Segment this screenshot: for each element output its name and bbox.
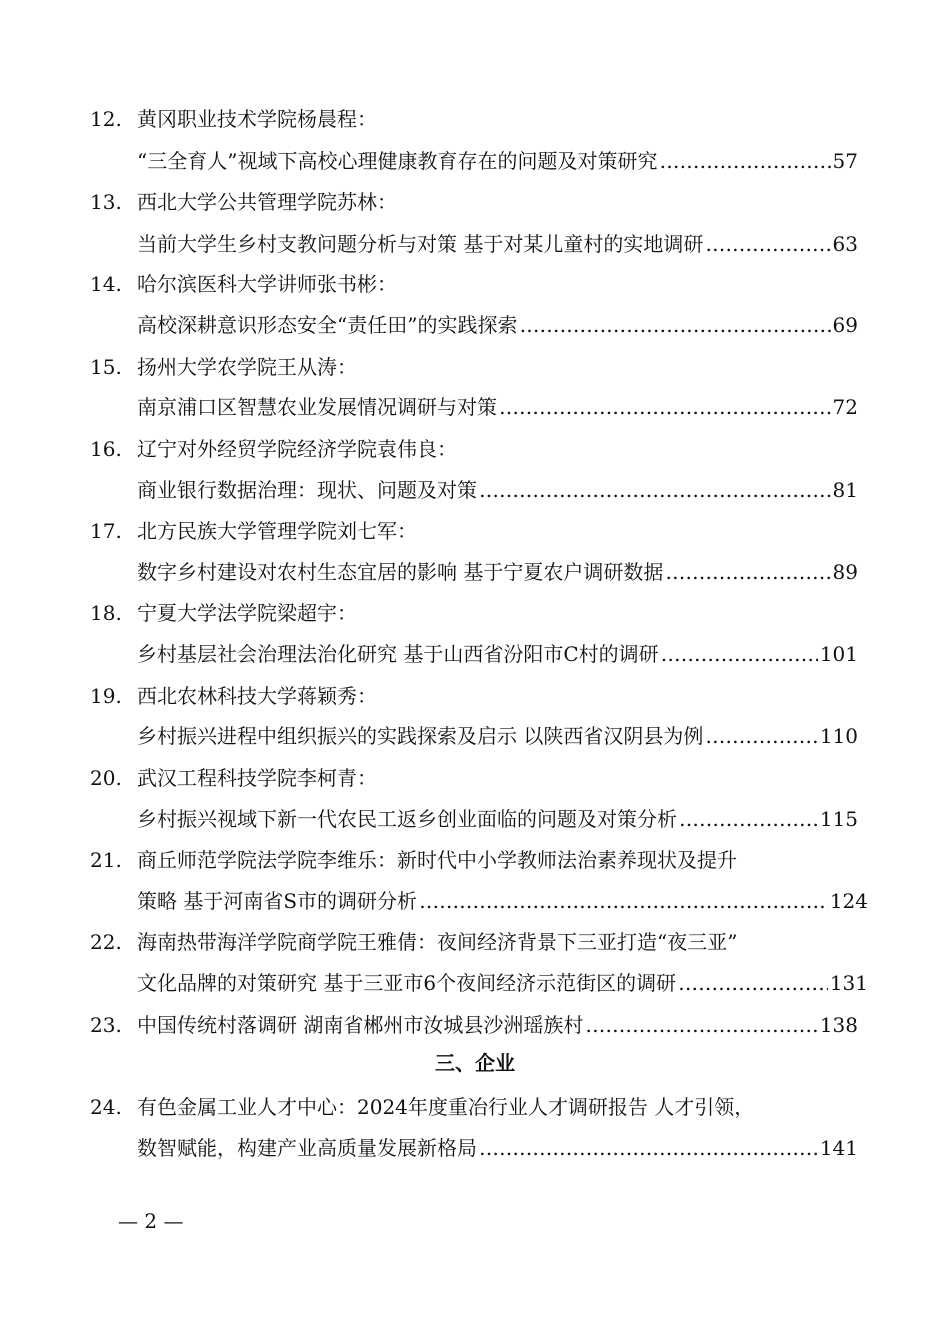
entry-number: 24. [90, 1095, 122, 1119]
entry-title: 乡村振兴进程中组织振兴的实践探索及启示 以陕西省汉阴县为例 [137, 724, 704, 748]
entry-detail [137, 309, 858, 341]
toc-entry-20-detail[interactable] [0, 803, 950, 835]
entry-detail [137, 1132, 858, 1164]
page-number-footer: — 2 — [118, 1209, 184, 1233]
entry-title: 高校深耕意识形态安全“责任田”的实践探索 [137, 313, 518, 337]
entry-title: 数字乡村建设对农村生态宜居的影响 基于宁夏农户调研数据 [137, 560, 664, 584]
entry-page: 81 [832, 478, 858, 502]
toc-entry-23[interactable] [0, 1009, 950, 1041]
toc-entry-18-head [0, 597, 950, 629]
entry-page: 69 [832, 313, 858, 337]
entry-detail [137, 803, 858, 835]
toc-entry-15-detail[interactable] [0, 391, 950, 423]
entry-title: 商业银行数据治理：现状、问题及对策 [137, 478, 477, 502]
entry-author: 海南热带海洋学院商学院王雅倩：夜间经济背景下三亚打造“夜三亚” [137, 930, 738, 954]
toc-entry-15-head [0, 351, 950, 383]
toc-entry-22-detail[interactable] [0, 967, 950, 999]
toc-entry-12-detail[interactable] [0, 145, 950, 177]
leader-dots [705, 720, 817, 752]
entry-title: 乡村振兴视域下新一代农民工返乡创业面临的问题及对策分析 [137, 807, 677, 831]
leader-dots [419, 885, 828, 917]
section-heading: 三、企业 [435, 1051, 515, 1075]
leader-dots [479, 1132, 818, 1164]
entry-page: 72 [832, 395, 858, 419]
entry-title: 当前大学生乡村支教问题分析与对策 基于对某儿童村的实地调研 [137, 232, 704, 256]
toc-entry-16-head [0, 433, 950, 465]
entry-number: 16. [90, 437, 122, 461]
leader-dots [659, 145, 830, 177]
toc-entry-13-head [0, 186, 950, 218]
entry-author: 西北大学公共管理学院苏林： [137, 190, 397, 214]
entry-page: 57 [832, 149, 858, 173]
entry-author: 扬州大学农学院王从涛： [137, 355, 357, 379]
entry-page: 110 [819, 724, 858, 748]
leader-dots [678, 967, 828, 999]
entry-title: 策略 基于河南省S市的调研分析 [137, 889, 418, 913]
entry-detail [137, 228, 858, 260]
toc-entry-24-head [0, 1091, 950, 1123]
toc-entry-19-head [0, 680, 950, 712]
entry-title: 中国传统村落调研 湖南省郴州市汝城县沙洲瑶族村 [137, 1013, 584, 1037]
toc-entry-17-head [0, 515, 950, 547]
entry-title: “三全育人”视域下高校心理健康教育存在的问题及对策研究 [137, 149, 658, 173]
entry-detail [137, 391, 858, 423]
entry-number: 17. [90, 519, 122, 543]
entry-page: 138 [819, 1013, 858, 1037]
entry-author: 黄冈职业技术学院杨晨程： [137, 107, 377, 131]
entry-title: 乡村基层社会治理法治化研究 基于山西省汾阳市C村的调研 [137, 642, 659, 666]
toc-entry-21-head [0, 844, 950, 876]
toc-entry-19-detail[interactable] [0, 720, 950, 752]
leader-dots [519, 309, 830, 341]
toc-entry-22-head [0, 926, 950, 958]
entry-detail [137, 474, 858, 506]
entry-author: 有色金属工业人才中心：2024年度重冶行业人才调研报告 人才引领， [137, 1095, 755, 1119]
entry-detail [137, 720, 858, 752]
toc-entry-21-detail[interactable] [0, 885, 950, 917]
entry-detail [137, 1009, 858, 1041]
entry-author: 辽宁对外经贸学院经济学院袁伟良： [137, 437, 457, 461]
entry-detail [137, 638, 858, 670]
toc-entry-17-detail[interactable] [0, 556, 950, 588]
leader-dots [665, 556, 830, 588]
entry-number: 23. [90, 1013, 122, 1037]
entry-page: 63 [832, 232, 858, 256]
entry-number: 18. [90, 601, 122, 625]
leader-dots [479, 474, 831, 506]
entry-number: 14. [90, 272, 122, 296]
entry-page: 141 [819, 1136, 858, 1160]
entry-title: 文化品牌的对策研究 基于三亚市6个夜间经济示范街区的调研 [137, 971, 677, 995]
entry-number: 15. [90, 355, 122, 379]
entry-author: 宁夏大学法学院梁超宇： [137, 601, 357, 625]
entry-detail [137, 556, 858, 588]
entry-number: 13. [90, 190, 122, 214]
toc-entry-24-detail[interactable] [0, 1132, 950, 1164]
leader-dots [679, 803, 818, 835]
entry-author: 北方民族大学管理学院刘七军： [137, 519, 417, 543]
entry-title: 南京浦口区智慧农业发展情况调研与对策 [137, 395, 497, 419]
toc-entry-20-head [0, 762, 950, 794]
toc-entry-13-detail[interactable] [0, 228, 950, 260]
entry-detail [137, 885, 868, 917]
entry-number: 20. [90, 766, 122, 790]
entry-number: 21. [90, 848, 122, 872]
entry-page: 101 [819, 642, 858, 666]
entry-author: 武汉工程科技学院李柯青： [137, 766, 377, 790]
entry-author: 西北农林科技大学蒋颖秀： [137, 684, 377, 708]
entry-detail [137, 967, 868, 999]
entry-author: 商丘师范学院法学院李维乐：新时代中小学教师法治素养现状及提升 [137, 848, 737, 872]
toc-entry-16-detail[interactable] [0, 474, 950, 506]
entry-page: 131 [829, 971, 868, 995]
entry-page: 89 [832, 560, 858, 584]
toc-entry-18-detail[interactable] [0, 638, 950, 670]
entry-author: 哈尔滨医科大学讲师张书彬： [137, 272, 397, 296]
leader-dots [661, 638, 818, 670]
toc-entry-14-head [0, 268, 950, 300]
entry-page: 115 [819, 807, 858, 831]
entry-title: 数智赋能，构建产业高质量发展新格局 [137, 1136, 477, 1160]
entry-number: 19. [90, 684, 122, 708]
toc-entry-12-head [0, 103, 950, 135]
leader-dots [705, 228, 830, 260]
leader-dots [499, 391, 831, 423]
entry-page: 124 [829, 889, 868, 913]
leader-dots [585, 1009, 817, 1041]
toc-entry-14-detail[interactable] [0, 309, 950, 341]
entry-number: 12. [90, 107, 122, 131]
entry-number: 22. [90, 930, 122, 954]
entry-detail [137, 145, 858, 177]
